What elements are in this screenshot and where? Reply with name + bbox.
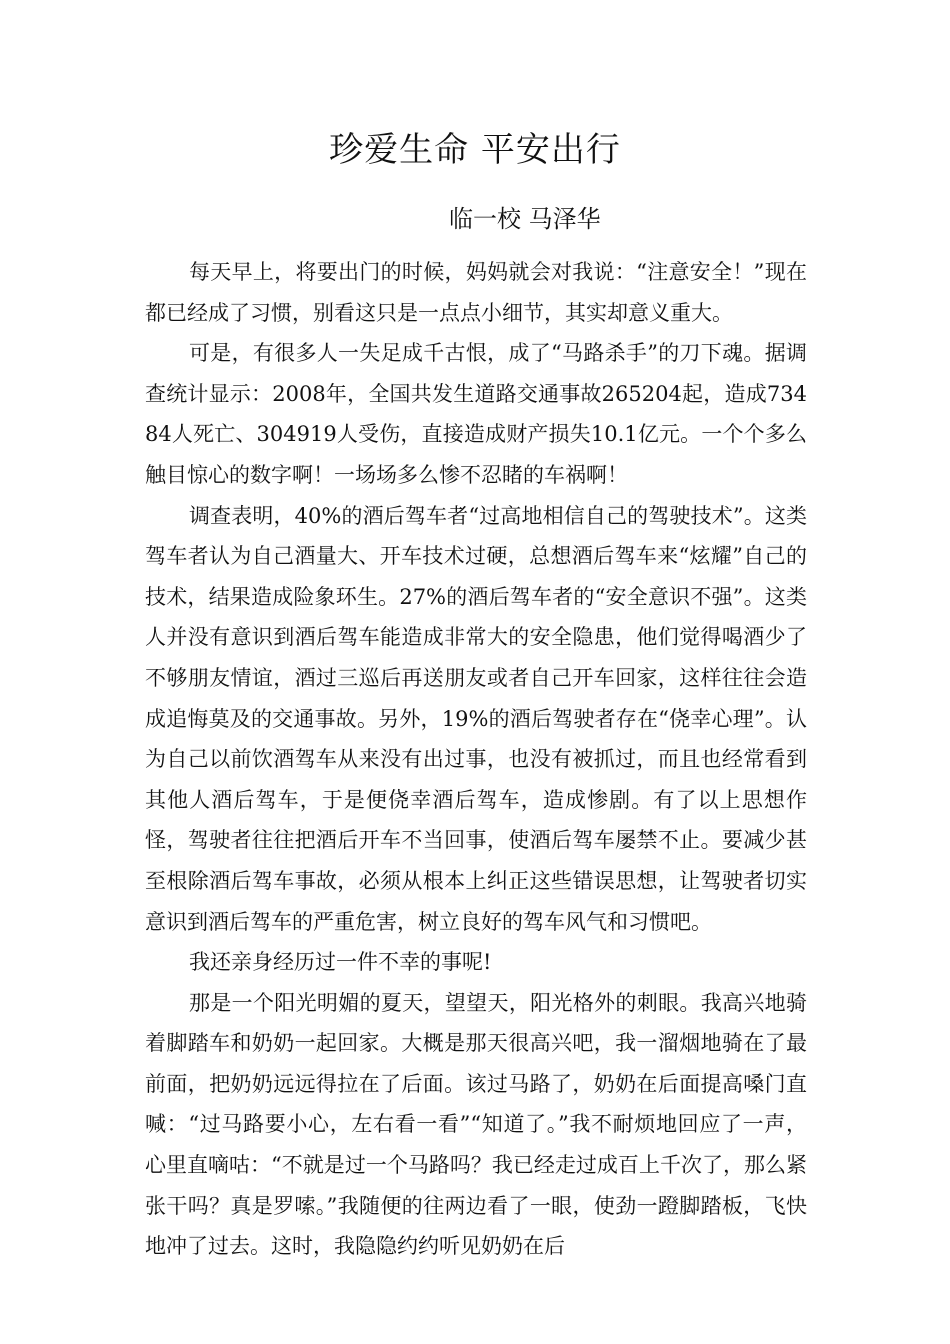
page-title: 珍爱生命 平安出行 [329, 130, 621, 170]
paragraph-4: 我还亲身经历过一件不幸的事呢! [189, 950, 492, 975]
paragraph-2: 可是，有很多人一失足成千古恨，成了“马路杀手”的刀下魂。据调查统计显示：2008年，全国共发生道路交通事故265204起，造成73484人死亡、304919人受伤，直接造成财产损失10.1亿元。一个个多么触目惊心的数字啊！一场场多么惨不忍睹的车祸啊！ [145, 341, 807, 487]
article-body [145, 252, 807, 1267]
paragraph-1: 每天早上，将要出门的时候，妈妈就会对我说：“注意安全！”现在都已经成了习惯，别看这只是一点点小细节，其实却意义重大。 [145, 260, 807, 325]
paragraph-3: 调查表明，40%的酒后驾车者“过高地相信自己的驾驶技术”。这类驾车者认为自己酒量大、开车技术过硬，总想酒后驾车来“炫耀”自己的技术，结果造成险象环生。27%的酒后驾车者的“安全意识不强”。这类人并没有意识到酒后驾车能造成非常大的安全隐患，他们觉得喝酒少了不够朋友情谊，酒过三巡后再送朋友或者自己开车回家，这样往往会造成追悔莫及的交通事故。另外，19%的酒后驾驶者存在“侥幸心理”。认为自己以前饮酒驾车从来没有出过事，也没有被抓过，而且也经常看到其他人酒后驾车，于是便侥幸酒后驾车，造成惨剧。有了以上思想作怪，驾驶者往往把酒后开车不当回事，使酒后驾车屡禁不止。要减少甚至根除酒后驾车事故，必须从根本上纠正这些错误思想，让驾驶者切实意识到酒后驾车的严重危害，树立良好的驾车风气和习惯吧。 [145, 503, 807, 934]
author-line: 临一校 马泽华 [449, 205, 601, 233]
paragraph-5: 那是一个阳光明媚的夏天，望望天，阳光格外的刺眼。我高兴地骑着脚踏车和奶奶一起回家。大概是那天很高兴吧，我一溜烟地骑在了最前面，把奶奶远远得拉在了后面。该过马路了，奶奶在后面提高嗓门直喊：“过马路要小心，左右看一看”“知道了。”我不耐烦地回应了一声，心里直嘀咕：“不就是过一个马路吗？我已经走过成百上千次了，那么紧张干吗？真是罗嗦。”我随便的往两边看了一眼，使劲一蹬脚踏板，飞快地冲了过去。这时，我隐隐约约听见奶奶在后 [145, 990, 807, 1259]
